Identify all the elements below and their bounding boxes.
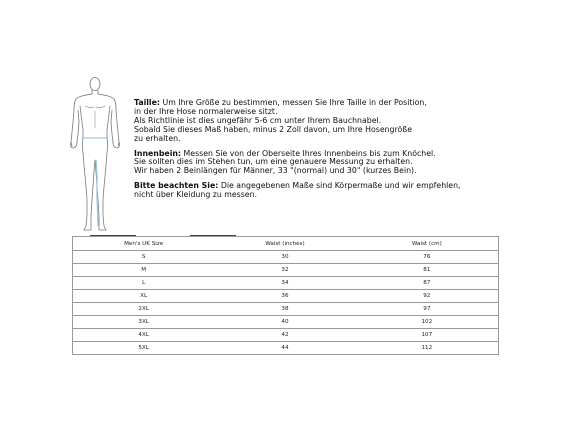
waist-inches-cell: 42 (214, 329, 355, 342)
inseam-heading: Innenbein: (134, 148, 182, 158)
waist-inches-cell: 44 (214, 342, 355, 355)
waist-inches-cell: 40 (214, 316, 355, 329)
size-cell: 2XL (73, 303, 215, 316)
waist-cm-cell: 81 (356, 264, 499, 277)
inseam-guide-line: Wir haben 2 Beinlängen für Männer, 33 "(normal) und 30" (kurzes Bein). (134, 166, 417, 176)
waist-guide (134, 99, 539, 144)
figure-head (90, 78, 100, 91)
waist-cm-cell: 87 (356, 277, 499, 290)
waist-cm-cell: 76 (356, 251, 499, 264)
table-row (73, 342, 499, 355)
waist-inches-cell: 38 (214, 303, 355, 316)
waist-guide-line: Als Richtlinie ist dies ungefähr 5-6 cm unter Ihrem Bauchnabel. (134, 115, 382, 125)
size-cell: L (73, 277, 215, 290)
column-header-waist-inches: Waist (inches) (214, 237, 355, 251)
note-guide (134, 182, 539, 200)
inseam-guide-line: Messen Sie von der Oberseite Ihres Innenbeins bis zum Knöchel. (183, 148, 436, 158)
table-row (73, 264, 499, 277)
size-table (72, 236, 499, 355)
waist-cm-cell: 107 (356, 329, 499, 342)
column-header-uk-size: Men's UK Size (73, 237, 215, 251)
waist-inches-cell: 30 (214, 251, 355, 264)
body-figure-illustration (64, 76, 126, 236)
waist-inches-cell: 36 (214, 290, 355, 303)
waist-guide-line: in der Ihre Hose normalerweise sitzt. (134, 106, 278, 116)
waist-inches-cell: 34 (214, 277, 355, 290)
inseam-guide (134, 150, 539, 177)
size-cell: XL (73, 290, 215, 303)
waist-guide-line: Sobald Sie dieses Maß haben, minus 2 Zoll davon, um Ihre Hosengröße (134, 124, 413, 134)
size-table-header-row (73, 237, 499, 251)
measuring-guide (134, 99, 539, 206)
column-header-waist-cm: Waist (cm) (356, 237, 499, 251)
figure-legs (83, 152, 107, 230)
inseam-guide-line: Sie sollten dies im Stehen tun, um eine genauere Messung zu erhalten. (134, 157, 413, 167)
size-cell: 4XL (73, 329, 215, 342)
table-row (73, 251, 499, 264)
note-heading: Bitte beachten Sie: (134, 181, 219, 191)
table-row (73, 316, 499, 329)
waist-cm-cell: 112 (356, 342, 499, 355)
size-cell: M (73, 264, 215, 277)
waist-cm-cell: 92 (356, 290, 499, 303)
waist-cm-cell: 97 (356, 303, 499, 316)
note-guide-line: nicht über Kleidung zu messen. (134, 190, 257, 200)
size-cell: 5XL (73, 342, 215, 355)
size-cell: 3XL (73, 316, 215, 329)
waist-inches-cell: 32 (214, 264, 355, 277)
waist-heading: Taille: (134, 98, 160, 107)
table-row (73, 290, 499, 303)
waist-guide-line: Um Ihre Größe zu bestimmen, messen Sie Ihre Taille in der Position, (162, 98, 427, 107)
table-row (73, 277, 499, 290)
note-guide-line: Die angegebenen Maße sind Körpermaße und wir empfehlen, (220, 181, 461, 191)
waist-guide-line: zu erhalten. (134, 133, 181, 143)
size-cell: S (73, 251, 215, 264)
table-row (73, 303, 499, 316)
waist-cm-cell: 102 (356, 316, 499, 329)
table-row (73, 329, 499, 342)
